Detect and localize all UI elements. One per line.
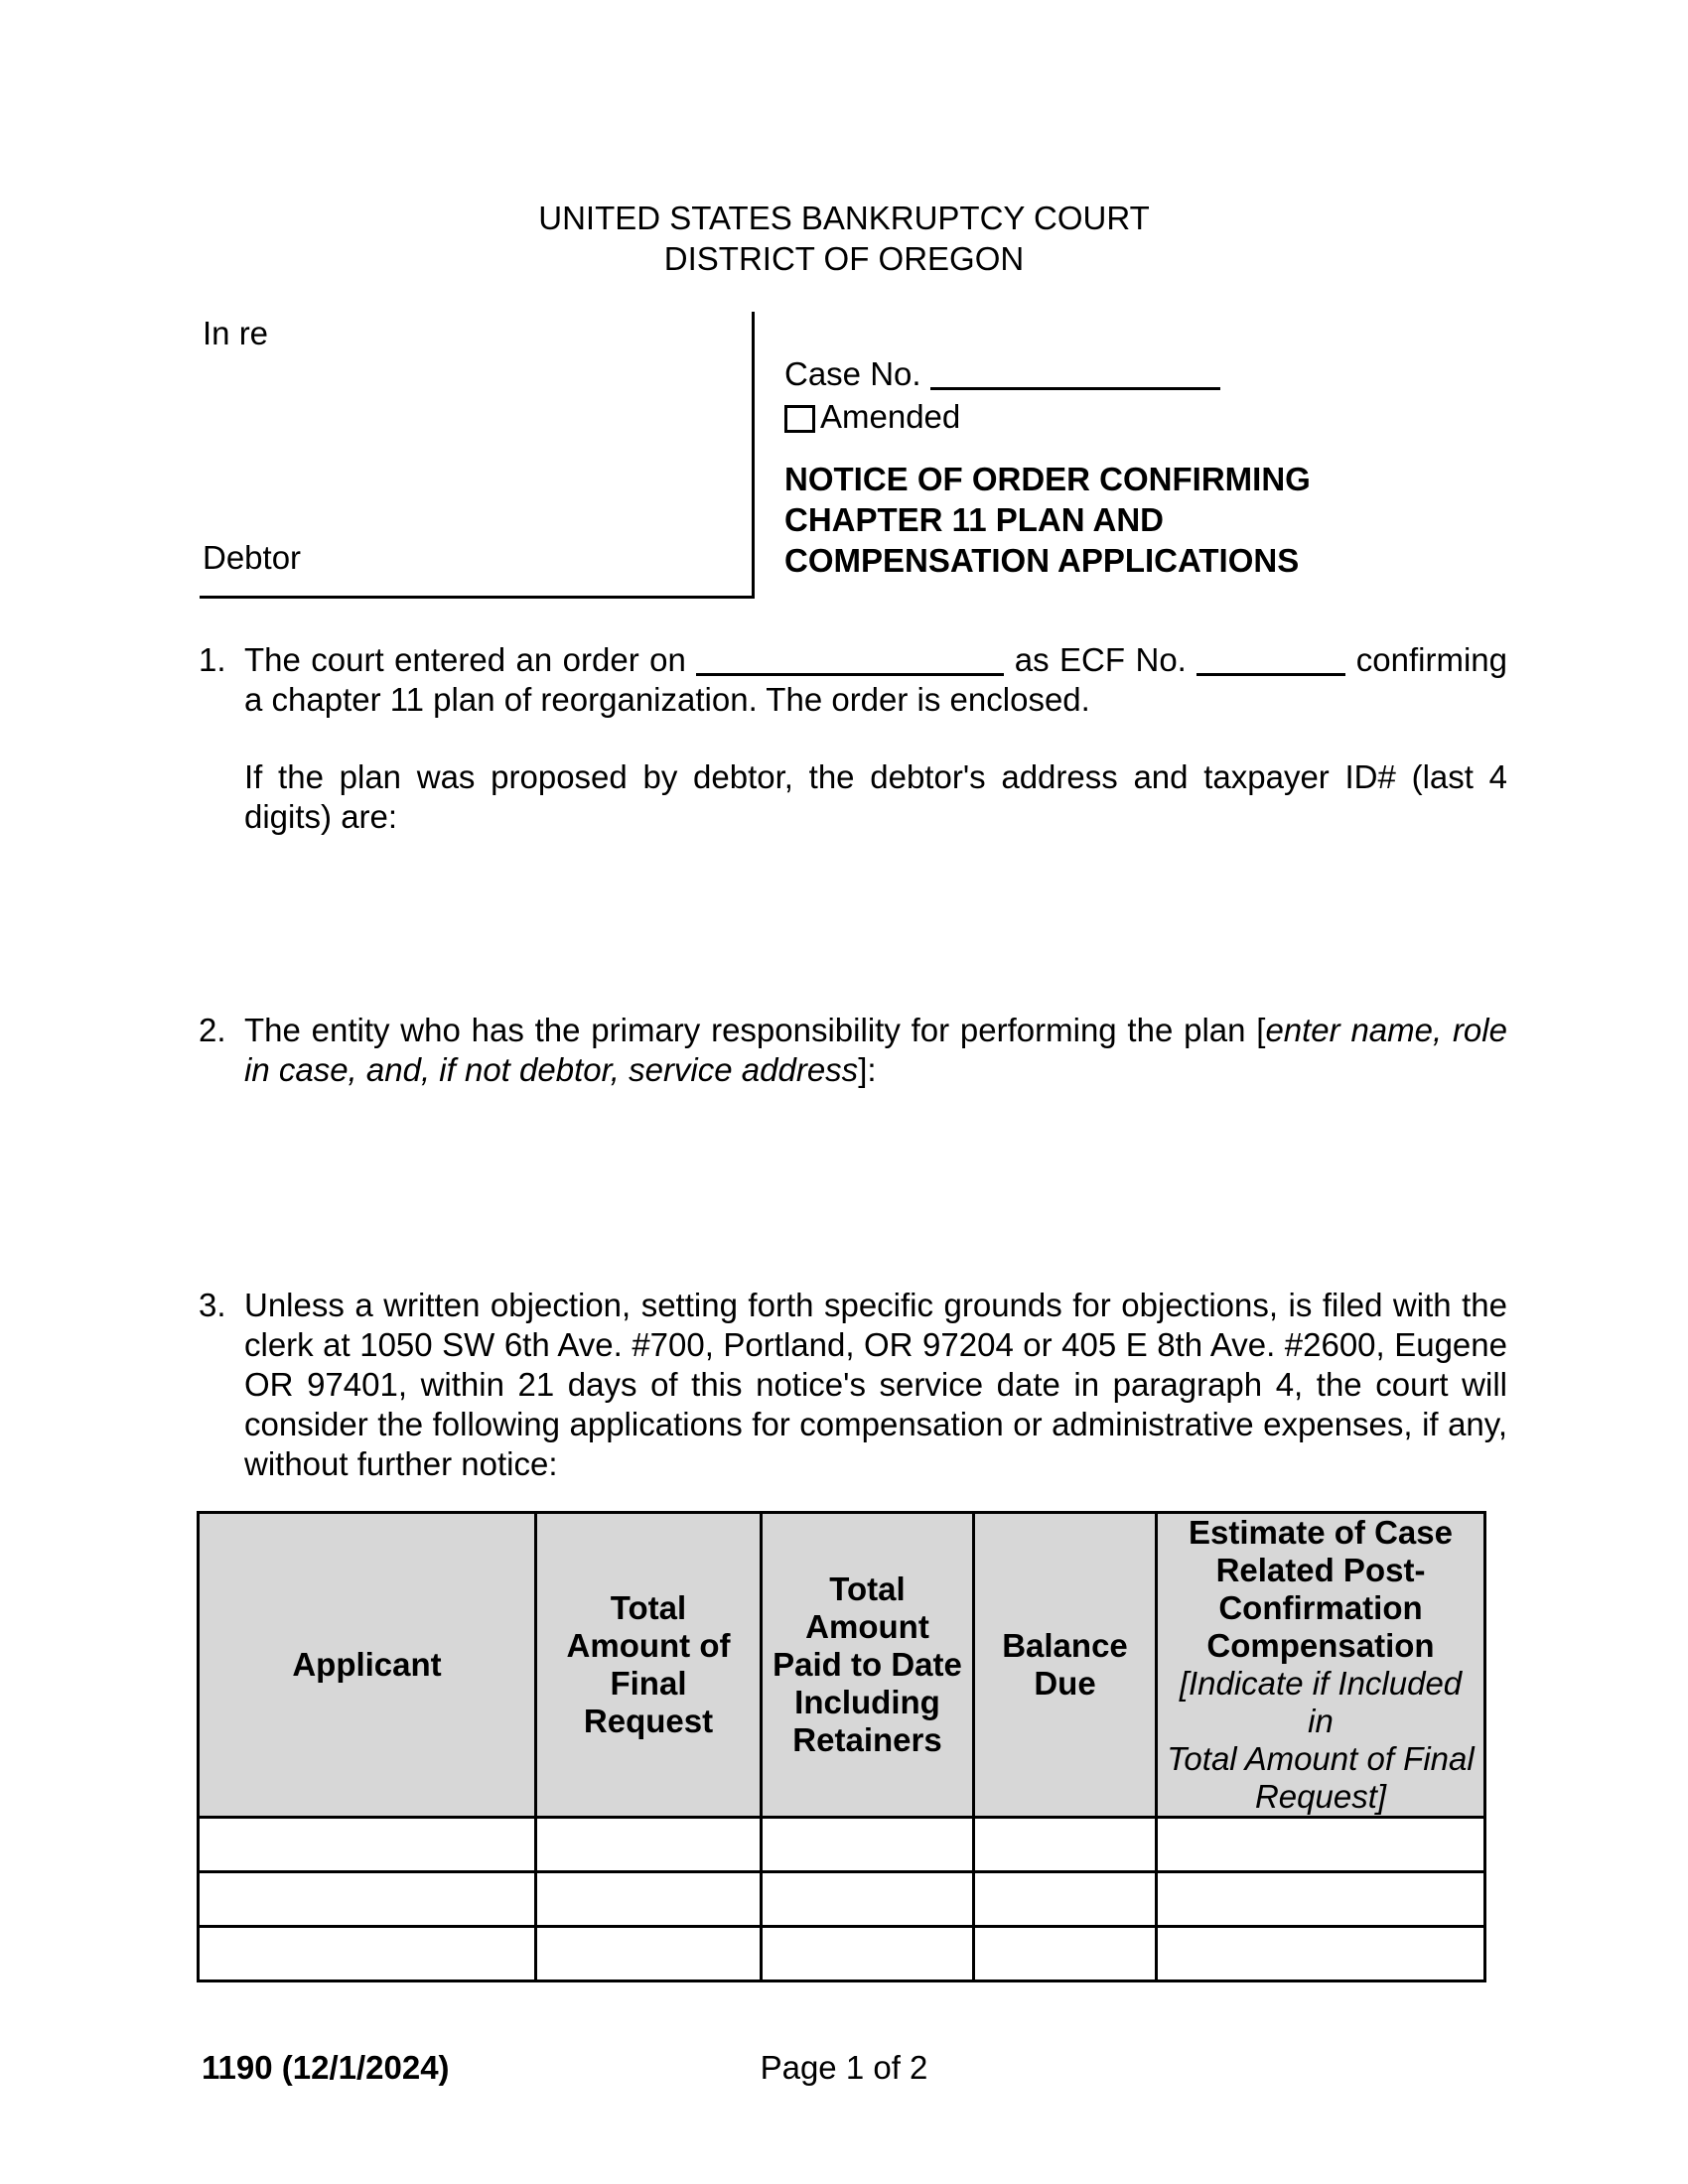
table-cell[interactable] — [536, 1927, 762, 1981]
col-header-applicant-label: Applicant — [292, 1646, 442, 1683]
p2-italic-instruction: enter name, role in case, and, if not debtor, service address — [244, 1012, 1507, 1088]
paragraph-3-text: Unless a written objection, setting forth specific grounds for objections, is filed with the clerk at 1050 SW 6th Ave. #700, Portland, OR 97204 or 405 E 8th Ave. #2600, Eugene OR 97401, within 21 days of this notice's service date in paragraph 4, the court will consider the following applications for compensation or administrative expenses, if any, without further notice: — [244, 1287, 1507, 1482]
ecf-number-blank[interactable] — [1196, 665, 1345, 676]
p1-text-before-date: The court entered an order on — [244, 641, 686, 678]
table-row — [199, 1872, 1485, 1927]
table-cell[interactable] — [536, 1872, 762, 1927]
page-indicator: Page 1 of 2 — [760, 2049, 928, 2086]
table-cell[interactable] — [1157, 1927, 1485, 1981]
notice-title: NOTICE OF ORDER CONFIRMING CHAPTER 11 PLAN AND COMPENSATION APPLICATIONS — [784, 461, 1311, 579]
p2-lead-text: The entity who has the primary responsibility for performing the plan [ — [244, 1012, 1266, 1048]
col-header-applicant — [199, 1513, 536, 1818]
case-number-label: Case No. — [784, 355, 921, 392]
compensation-table — [197, 1511, 1486, 1982]
paragraph-1-number: 1. — [199, 641, 226, 678]
paragraph-2-text — [244, 1011, 1507, 1090]
table-cell[interactable] — [199, 1872, 536, 1927]
table-row — [199, 1927, 1485, 1981]
amended-label: Amended — [820, 398, 961, 435]
table-row — [199, 1818, 1485, 1872]
paragraph-1-sub: If the plan was proposed by debtor, the debtor's address and taxpayer ID# (last 4 digits) are: — [244, 758, 1507, 835]
paragraph-2-number: 2. — [199, 1012, 226, 1048]
paragraph-1-text — [244, 640, 1507, 720]
caption-right-column — [784, 354, 1514, 581]
col-header-post-confirmation-estimate — [1157, 1513, 1485, 1818]
col-header-total-paid-to-date — [762, 1513, 974, 1818]
compensation-table-header — [199, 1513, 1485, 1818]
table-cell[interactable] — [1157, 1818, 1485, 1872]
table-cell[interactable] — [199, 1927, 536, 1981]
amended-checkbox[interactable] — [784, 405, 815, 433]
col-header-total-paid-to-date-label: Total Amount Paid to Date Including Retainers — [773, 1570, 962, 1758]
table-cell[interactable] — [762, 1927, 974, 1981]
table-cell[interactable] — [974, 1872, 1157, 1927]
col-header-total-final-request — [536, 1513, 762, 1818]
p1-text-after: confirming a chapter 11 plan of reorganization. The order is enclosed. — [244, 641, 1507, 718]
table-header-row — [199, 1513, 1485, 1818]
debtor-label: Debtor — [203, 539, 302, 576]
p2-tail-text: ]: — [858, 1051, 877, 1088]
col-header-balance-due — [974, 1513, 1157, 1818]
caption-box — [200, 312, 755, 599]
form-number: 1190 (12/1/2024) — [202, 2049, 450, 2086]
table-cell[interactable] — [974, 1818, 1157, 1872]
table-cell[interactable] — [536, 1818, 762, 1872]
in-re-label: In re — [203, 315, 269, 351]
paragraph-3-number: 3. — [199, 1287, 226, 1323]
table-cell[interactable] — [762, 1872, 974, 1927]
table-cell[interactable] — [762, 1818, 974, 1872]
paragraph-2 — [199, 1011, 1507, 1090]
table-cell[interactable] — [199, 1818, 536, 1872]
col-header-post-confirmation-note: [Indicate if Included in Total Amount of Final Request] — [1167, 1665, 1475, 1815]
col-header-balance-due-label: Balance Due — [1002, 1627, 1128, 1702]
p1-text-between: as ECF No. — [1014, 641, 1187, 678]
paragraph-1 — [199, 640, 1507, 720]
col-header-total-final-request-label: Total Amount of Final Request — [566, 1589, 731, 1739]
case-number-line — [784, 354, 1514, 394]
table-cell[interactable] — [1157, 1872, 1485, 1927]
case-number-blank[interactable] — [930, 379, 1220, 390]
col-header-post-confirmation-estimate-label: Estimate of Case Related Post- Confirmation Compensation — [1189, 1514, 1453, 1664]
order-date-blank[interactable] — [696, 665, 1004, 676]
table-cell[interactable] — [974, 1927, 1157, 1981]
amended-line — [784, 397, 1514, 437]
court-header: UNITED STATES BANKRUPTCY COURT DISTRICT OF OREGON — [538, 200, 1150, 277]
compensation-table-body — [199, 1818, 1485, 1981]
paragraph-3 — [199, 1286, 1507, 1484]
